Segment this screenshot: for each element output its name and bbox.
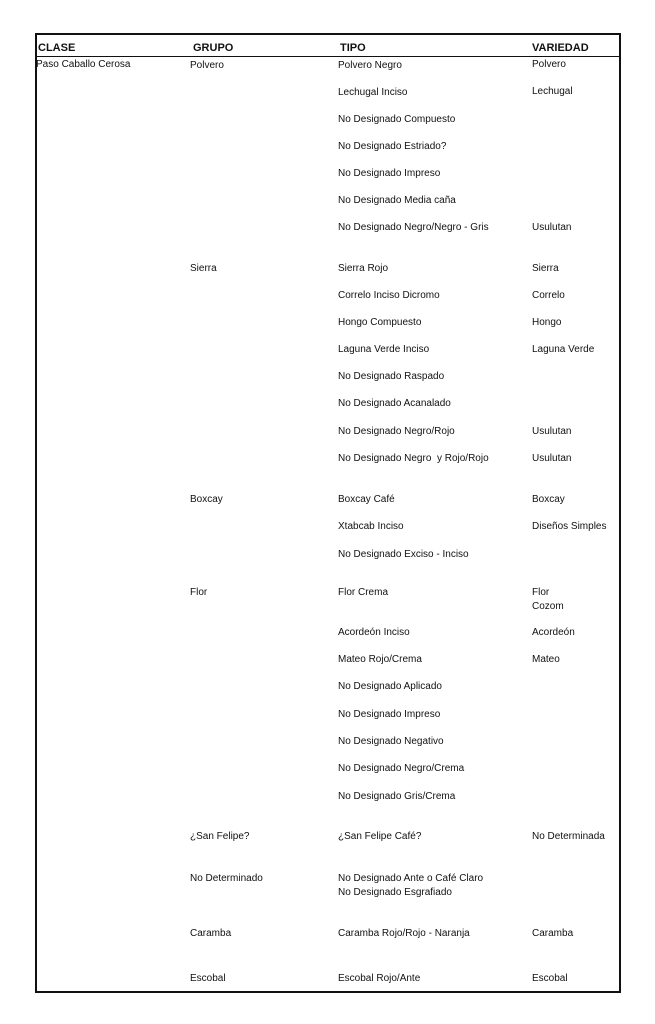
header-clase: CLASE	[38, 42, 76, 54]
tipo-cell: No Designado Ante o Café Claro No Designado Esgrafiado	[338, 873, 484, 898]
grupo-cell: ¿San Felipe?	[190, 831, 250, 842]
tipo-cell: No Designado Impreso	[338, 168, 441, 179]
tipo-cell: No Designado Aplicado	[338, 681, 442, 692]
header-tipo: TIPO	[340, 42, 366, 54]
tipo-cell: Laguna Verde Inciso	[338, 344, 430, 355]
tipo-cell: ¿San Felipe Café?	[338, 831, 422, 842]
variedad-cell: Correlo	[532, 290, 565, 301]
tipo-cell: No Designado Impreso	[338, 709, 441, 720]
variedad-cell: Boxcay	[532, 494, 565, 505]
variedad-cell: Usulutan	[532, 426, 572, 437]
tipo-cell: Correlo Inciso Dicromo	[338, 290, 440, 301]
variedad-cell: Hongo	[532, 317, 562, 328]
tipo-cell: No Designado Negativo	[338, 736, 444, 747]
grupo-cell: Flor	[190, 587, 208, 598]
tipo-cell: No Designado Gris/Crema	[338, 791, 456, 802]
tipo-cell: No Designado Negro y Rojo/Rojo	[338, 453, 489, 464]
tipo-cell: Sierra Rojo	[338, 263, 389, 274]
table-frame	[35, 33, 621, 993]
variedad-cell: Acordeón	[532, 627, 575, 638]
header-rule	[35, 56, 621, 57]
tipo-cell: Flor Crema	[338, 587, 389, 598]
variedad-cell: Diseños Simples	[532, 521, 607, 532]
tipo-cell: Mateo Rojo/Crema	[338, 654, 422, 665]
variedad-cell: Usulutan	[532, 453, 572, 464]
variedad-cell: Caramba	[532, 928, 574, 939]
tipo-cell: No Designado Negro/Rojo	[338, 426, 455, 437]
tipo-cell: Polvero Negro	[338, 60, 402, 71]
tipo-cell: Caramba Rojo/Rojo - Naranja	[338, 928, 470, 939]
tipo-cell: Boxcay Café	[338, 494, 395, 505]
grupo-cell: No Determinado	[190, 873, 263, 884]
variedad-cell: Escobal	[532, 973, 568, 984]
tipo-cell: Escobal Rojo/Ante	[338, 973, 421, 984]
clase-cell: Paso Caballo Cerosa	[36, 59, 131, 70]
variedad-cell: Lechugal	[532, 86, 573, 97]
tipo-cell: No Designado Compuesto	[338, 114, 456, 125]
tipo-cell: Hongo Compuesto	[338, 317, 422, 328]
tipo-cell: No Designado Negro/Crema	[338, 763, 465, 774]
tipo-cell: No Designado Media caña	[338, 195, 456, 206]
variedad-cell: Polvero	[532, 59, 566, 70]
tipo-cell: No Designado Negro/Negro - Gris	[338, 222, 489, 233]
grupo-cell: Caramba	[190, 928, 232, 939]
variedad-cell: Usulutan	[532, 222, 572, 233]
tipo-cell: No Designado Raspado	[338, 371, 445, 382]
grupo-cell: Escobal	[190, 973, 226, 984]
variedad-cell: Mateo	[532, 654, 560, 665]
variedad-cell: Sierra	[532, 263, 559, 274]
tipo-cell: Acordeón Inciso	[338, 627, 410, 638]
grupo-cell: Polvero	[190, 60, 224, 71]
header-variedad: VARIEDAD	[532, 42, 589, 54]
tipo-cell: Lechugal Inciso	[338, 87, 408, 98]
tipo-cell: No Designado Acanalado	[338, 398, 451, 409]
variedad-cell: No Determinada	[532, 831, 605, 842]
grupo-cell: Boxcay	[190, 494, 223, 505]
variedad-cell: Flor Cozom	[532, 587, 564, 612]
variedad-cell: Laguna Verde	[532, 344, 595, 355]
tipo-cell: No Designado Estriado?	[338, 141, 447, 152]
tipo-cell: Xtabcab Inciso	[338, 521, 404, 532]
grupo-cell: Sierra	[190, 263, 217, 274]
header-grupo: GRUPO	[193, 42, 234, 54]
tipo-cell: No Designado Exciso - Inciso	[338, 549, 469, 560]
